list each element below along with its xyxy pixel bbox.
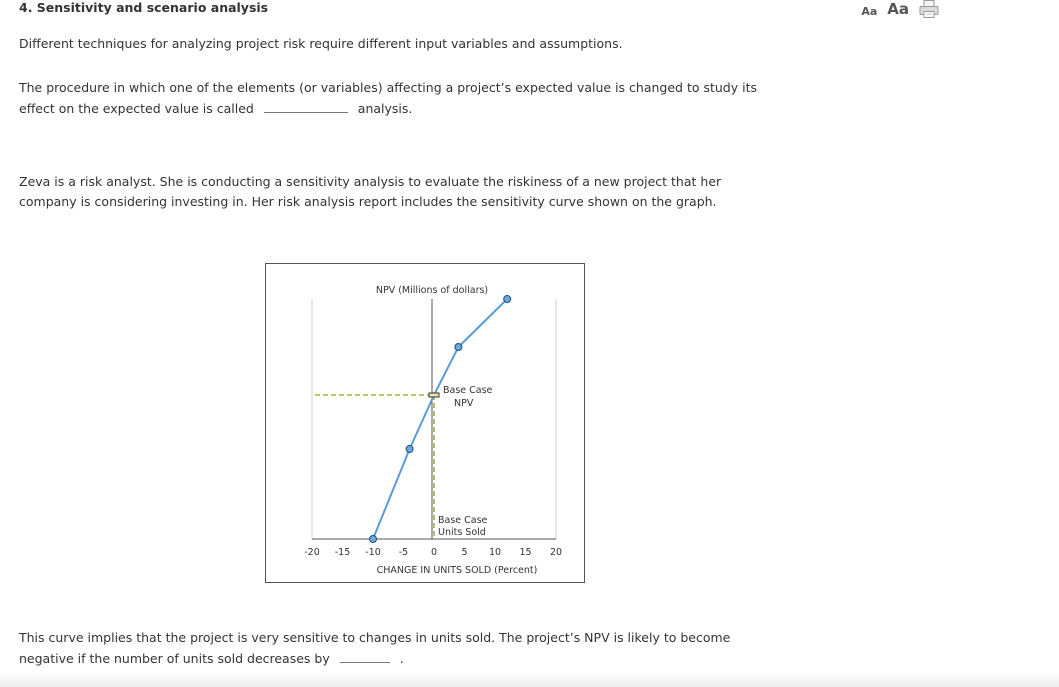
question-1 (19, 78, 757, 119)
question-2-line-1: This curve implies that the project is very sensitive to changes in units sold. The project’s NPV is likely to become (19, 630, 731, 645)
x-tick-label: 0 (430, 547, 438, 558)
font-size-tools (861, 0, 939, 18)
x-tick-label: -20 (304, 547, 320, 558)
data-point (504, 296, 511, 303)
x-axis-label: CHANGE IN UNITS SOLD (Percent) (376, 565, 538, 576)
page-bottom-shade (0, 672, 1059, 687)
data-point (455, 344, 462, 351)
base-npv-label-line-2: NPV (454, 398, 474, 409)
base-case-marker (429, 393, 439, 397)
x-tick-label: 15 (519, 547, 532, 558)
question-2 (19, 628, 730, 669)
scenario-line-2: company is considering investing in. Her risk analysis report includes the sensitivity curve shown on the graph. (19, 194, 717, 209)
base-units-label-line-2: Units Sold (438, 527, 486, 538)
analysis-type-answer-blank[interactable] (264, 98, 348, 113)
y-axis-label: NPV (Millions of dollars) (375, 285, 489, 296)
scenario-text (19, 172, 721, 212)
question-2-prefix: negative if the number of units sold decreases by (19, 651, 330, 666)
question-1-line-1: The procedure in which one of the elements (or variables) affecting a project’s expected value is changed to study its (19, 80, 757, 95)
sensitivity-chart (265, 263, 585, 583)
x-tick-label: -10 (365, 547, 381, 558)
font-decrease-button[interactable]: Aa (861, 5, 878, 18)
x-tick-label: 10 (488, 547, 502, 558)
question-2-line-2 (19, 648, 730, 669)
intro-text: Different techniques for analyzing project risk require different input variables and assumptions. (19, 36, 623, 51)
x-tick-label: -5 (398, 547, 409, 558)
question-1-prefix: effect on the expected value is called (19, 101, 254, 116)
base-units-label-line-1: Base Case (438, 515, 488, 526)
question-title: 4. Sensitivity and scenario analysis (19, 0, 269, 15)
x-tick-label: 5 (461, 547, 468, 558)
question-1-suffix: analysis. (357, 101, 413, 116)
units-decrease-answer-blank[interactable] (340, 648, 390, 663)
data-point (406, 446, 413, 453)
question-1-line-2 (19, 98, 757, 119)
x-tick-label: -15 (334, 547, 351, 558)
base-npv-label-line-1: Base Case (443, 385, 493, 396)
scenario-line-1: Zeva is a risk analyst. She is conducting a sensitivity analysis to evaluate the riskiness of a new project that her (19, 174, 722, 189)
x-tick-label: 20 (549, 547, 563, 558)
question-2-suffix: . (399, 651, 404, 666)
sensitivity-chart-svg (266, 264, 584, 582)
data-point (370, 536, 377, 543)
sensitivity-curve (373, 299, 507, 539)
print-icon[interactable] (919, 0, 939, 18)
font-increase-button[interactable]: Aa (887, 0, 909, 18)
